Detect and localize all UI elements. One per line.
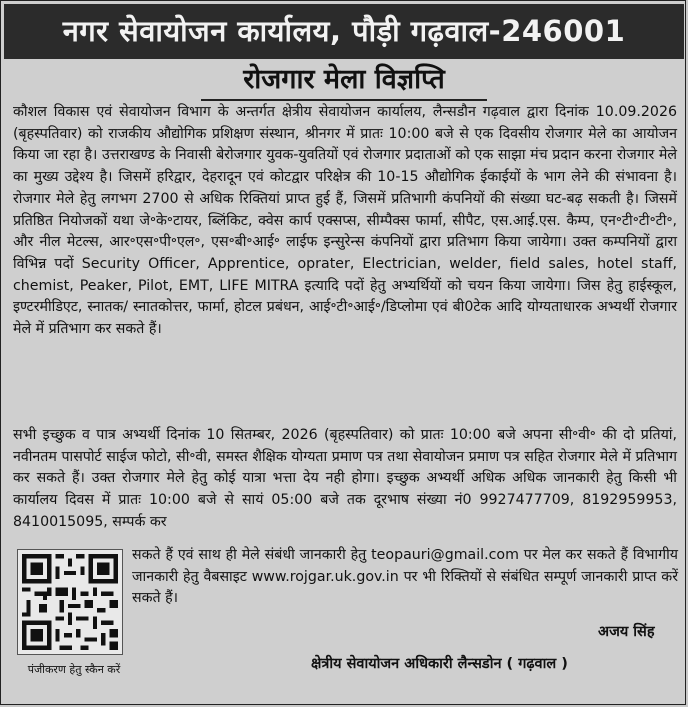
- notice-title: रोजगार मेला विज्ञप्ति: [243, 64, 445, 95]
- notice-body-paragraph: कौशल विकास एवं सेवायोजन विभाग के अन्तर्गत क्षेत्रीय सेवायोजन कार्यालय, लैन्सडौन गढ़वाल द्वारा दिनांक 10.09.2026 (बृहस्पतिवार) को राजकीय औद्योगिक प्रशिक्षण संस्थान, श्रीनगर में प्रातः 10:00 बजे से एक दिवसीय रोजगार मेले का आयोजन किया जा रहा है। उत्तराखण्ड के निवासी बेरोजगार युवक-युवतियों एवं रोजगार प्रदाताओं को एक साझा मंच प्रदान करना रोजगार मेले का मुख्य उद्देश्य है। जिसमें हरिद्वार, देहरादून एवं कोटद्वार परिक्षेत्र की 10-15 औद्योगिक ईकाईयों के भाग लेने की संभावना है। रोजगार मेले हेतु लगभग 2700 से अधिक रिक्तियां प्राप्त हुई हैं, जिसमें प्रतिभागी कंपनियों की संख्या घट-बढ़ सकती है। जिसमें प्रतिष्ठित नियोजकों यथा जे॰के॰टायर, ब्लिंकिट, क्वेस कार्प एक्सप्स, सीम्पैक्स फार्मा, सीपैट, एस.आई.एस. कैम्प, एन॰टी॰टी॰टी॰, और नील मेटल्स, आर॰एस॰पी॰एल॰, एस॰बी॰आई॰ लाईफ इन्सुरेन्स कंपनियों द्वारा प्रतिभाग किया जायेगा। उक्त कम्पनियों द्वारा विभिन्न पदों Security Officer, Apprentice, oprater, Electrician, welder, field sales, hotel staff, chemist, Peaker, Pilot, EMT, LIFE MITRA इत्यादि पदों हेतु अभ्यर्थियों को चयन किया जायेगा। जिस हेतु हाईस्कूल, इण्टरमीडिएट, स्नातक/ स्नातकोत्तर, फार्मा, होटल प्रबंधन, आई॰टी॰आई॰/डिप्लोमा एवं बी0टेक आदि योग्यताधारक अभ्यर्थी रोजगार मेले में प्रतिभाग कर सकते हैं।: [13, 104, 677, 338]
- title-underline: [201, 99, 487, 101]
- qr-code-graphic: [18, 550, 122, 654]
- contact-paragraph: सकते हैं एवं साथ ही मेले संबंधी जानकारी हेतु teopauri@gmail.com पर मेल कर सकते हैं विभागीय जानकारी हेतु वैबसाइट www.rojgar.uk.gov.in पर भी रिक्तियों से संबंधित सम्पूर्ण जानकारी प्राप्त करें सकते हैं।: [132, 547, 678, 607]
- signatory-title: क्षेत्रीय सेवायोजन अधिकारी लैन्सडोन ( गढ़वाल ): [311, 656, 568, 672]
- instructions-paragraph: सभी इच्छुक व पात्र अभ्यर्थी दिनांक 10 सितम्बर, 2026 (बृहस्पतिवार) को प्रातः 10:00 बजे अपना सी॰वी॰ की दो प्रतियां, नवीनतम पासपोर्ट साईज फोटो, सी॰वी, समस्त शैक्षिक योग्यता प्रमाण पत्र तथा सेवायोजन प्रमाण पत्र सहित रोजगार मेले में प्रतिभाग कर सकते हैं। उक्त रोजगार मेले हेतु कोई यात्रा भत्ता देय नही होगा। इच्छुक अभ्यर्थी अधिक अधिक जानकारी हेतु किसी भी कार्यालय दिवस में प्रातः 10:00 बजे से सायं 05:00 बजे तक दूरभाष संख्या नं0 9927477709, 8192959953, 8410015095, सम्पर्क कर: [13, 427, 677, 530]
- qr-code-icon[interactable]: [17, 549, 123, 655]
- office-masthead: नगर सेवायोजन कार्यालय, पौड़ी गढ़वाल-246001: [4, 4, 684, 59]
- signatory-name: अजय सिंह: [598, 624, 655, 640]
- qr-caption: पंजीकरण हेतु स्कैन करें: [27, 663, 121, 676]
